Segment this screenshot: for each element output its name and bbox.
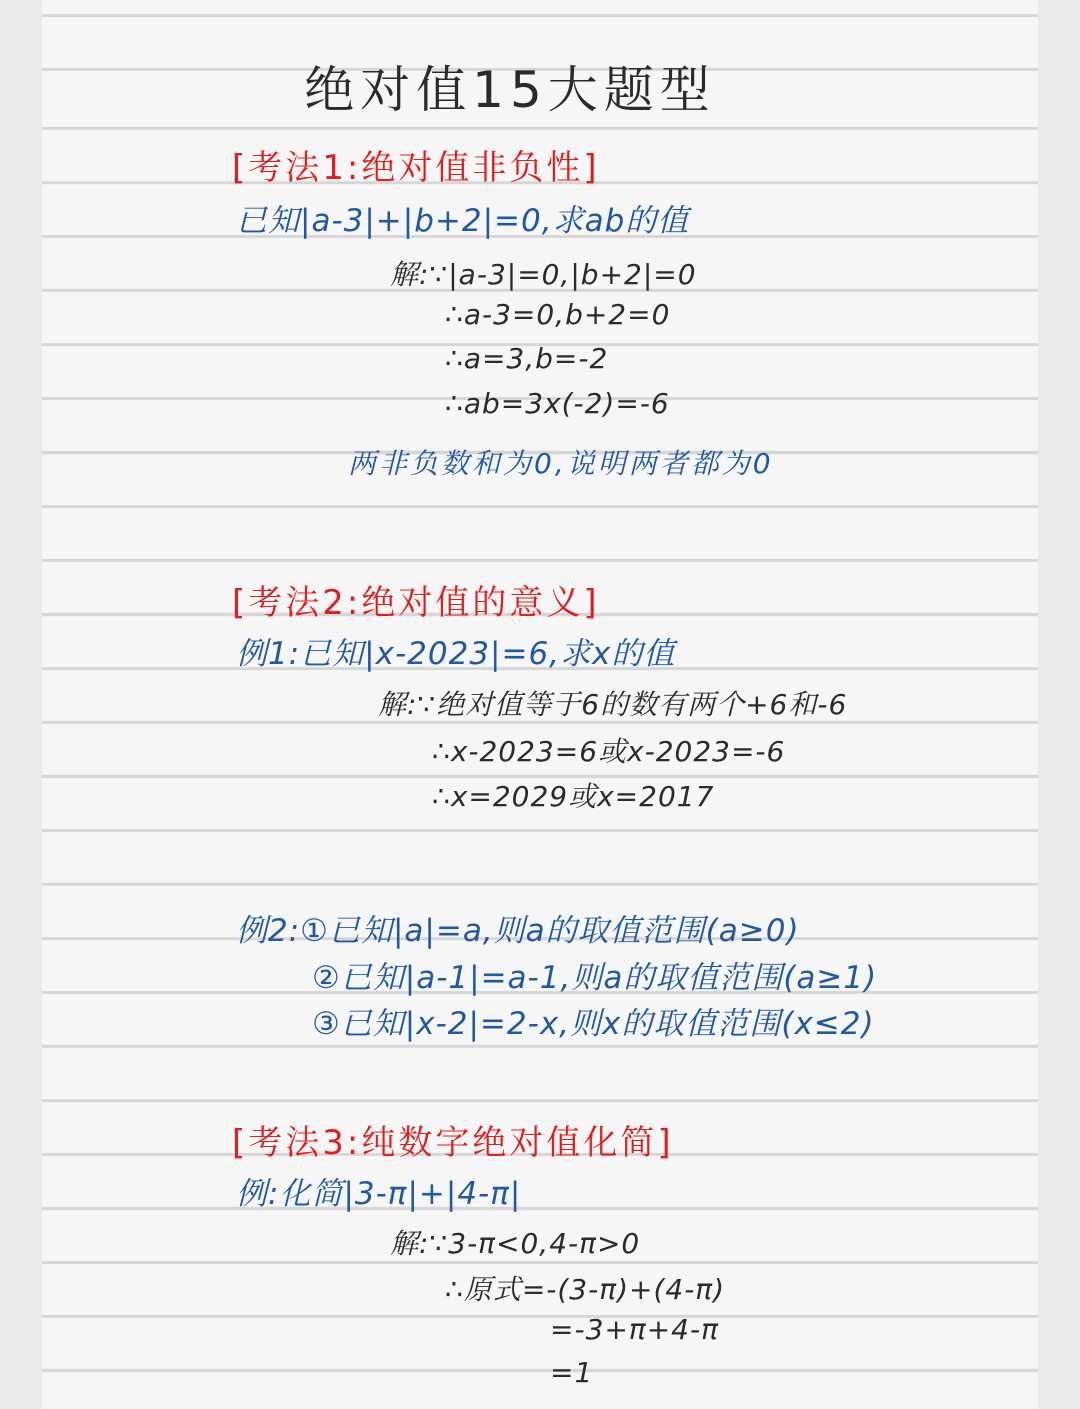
section-2-solution-line: 解:∵绝对值等于6的数有两个+6和-6: [378, 688, 848, 721]
page-title: 绝对值15大题型: [304, 61, 716, 119]
section-3-heading: [考法3:纯数字绝对值化简]: [232, 1123, 674, 1163]
section-3-solution-line: =1: [550, 1356, 594, 1389]
section-1-solution-line: 解:∵|a-3|=0,|b+2|=0: [390, 258, 697, 291]
section-2-example-1-question: 例1:已知|x-2023|=6,求x的值: [236, 636, 676, 672]
section-1-question: 已知|a-3|+|b+2|=0,求ab的值: [236, 203, 690, 239]
section-2-solution-line: ∴x-2023=6或x-2023=-6: [432, 735, 786, 768]
section-3-solution-line: ∴原式=-(3-π)+(4-π): [445, 1273, 726, 1306]
section-1-heading: [考法1:绝对值非负性]: [232, 148, 600, 188]
section-1-solution-line: ∴a=3,b=-2: [445, 342, 609, 375]
section-2-heading: [考法2:绝对值的意义]: [232, 583, 600, 623]
section-3-question: 例:化简|3-π|+|4-π|: [236, 1176, 522, 1212]
section-2-solution-line: ∴x=2029或x=2017: [432, 780, 715, 813]
section-2-example-2-line: ②已知|a-1|=a-1,则a的取值范围(a≥1): [312, 960, 878, 996]
section-3-solution-line: 解:∵3-π<0,4-π>0: [390, 1227, 641, 1260]
section-1-note: 两非负数和为0,说明两者都为0: [348, 447, 774, 480]
section-1-solution-line: ∴a-3=0,b+2=0: [445, 298, 671, 331]
section-2-example-2-line: ③已知|x-2|=2-x,则x的取值范围(x≤2): [312, 1006, 875, 1042]
section-3-solution-line: =-3+π+4-π: [550, 1313, 719, 1346]
section-2-example-2-line: 例2:①已知|a|=a,则a的取值范围(a≥0): [236, 913, 800, 949]
section-1-solution-line: ∴ab=3x(-2)=-6: [445, 387, 670, 420]
